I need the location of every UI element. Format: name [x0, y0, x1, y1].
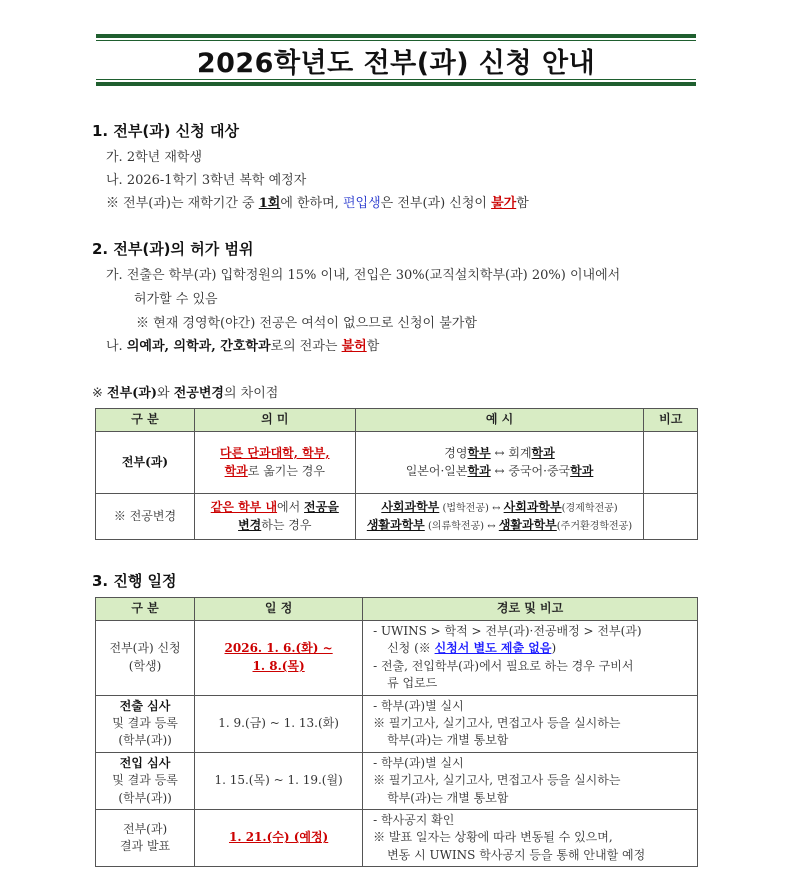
date-line: 1. 8.(목)	[252, 658, 305, 673]
section3-heading: 3. 진행 일정	[92, 572, 177, 590]
row-label: 전부(과)	[96, 432, 195, 494]
ex-text: 경영	[444, 446, 468, 461]
note-text: ※ 전부(과)는 재학기간 중	[106, 196, 259, 211]
date-line: 1. 21.(수) (예정)	[228, 830, 329, 845]
ex-small: (의류학전공) ↔	[424, 520, 499, 532]
ex-bold: 학과	[531, 446, 555, 461]
row-meaning	[194, 432, 355, 494]
row-label	[96, 695, 195, 752]
note-transfer-student: 편입생	[342, 196, 381, 211]
meaning-bold: 변경	[238, 517, 262, 532]
row-date: 1. 9.(금) ~ 1. 13.(화)	[195, 695, 363, 752]
note-line: 학부(과)는 개별 통보함	[387, 790, 509, 805]
table-row	[96, 621, 698, 696]
label-line: 전부(과)	[123, 821, 168, 836]
row-date	[195, 809, 363, 866]
table-header-row	[96, 409, 698, 432]
table-row	[96, 695, 698, 752]
ex-text: ↔ 중국어·중국	[490, 463, 571, 478]
row-example	[355, 494, 644, 540]
table-header-row	[96, 598, 698, 621]
section1-heading: 1. 전부(과) 신청 대상	[92, 122, 239, 140]
meaning-rest: 로 옮기는 경우	[247, 463, 325, 478]
section2-item-na	[106, 335, 379, 354]
label-line: 전입 심사	[119, 755, 171, 770]
caption-rest: 의 차이점	[223, 386, 279, 401]
note-line	[373, 640, 693, 657]
note-line: - UWINS > 학적 > 전부(과)·전공배정 > 전부(과)	[373, 624, 642, 638]
note-part: )	[551, 641, 557, 656]
table-row	[96, 432, 698, 494]
ex-text: 일본어·일본	[405, 463, 468, 478]
meaning-bold: 전공을	[304, 500, 339, 515]
ex-bold: 사회과학부	[381, 500, 440, 514]
row-note	[363, 752, 698, 809]
note-line: ※ 필기고사, 실기고사, 면접고사 등을 실시하는	[373, 715, 621, 730]
item-na-suffix: 함	[366, 339, 380, 354]
note-line: - 학사공지 확인	[373, 812, 455, 827]
item-na-majors: 의예과, 의학과, 간호학과	[126, 339, 271, 354]
note-text: 함	[516, 196, 529, 211]
table-row	[96, 809, 698, 866]
col-header: 의 미	[194, 409, 355, 432]
row-date	[195, 621, 363, 696]
table-row	[96, 752, 698, 809]
section2-heading: 2. 전부(과)의 허가 범위	[92, 240, 254, 258]
note-line: - 학부(과)별 실시	[373, 755, 464, 770]
title-banner	[96, 34, 696, 86]
col-header: 예 시	[355, 409, 644, 432]
date-line: 2026. 1. 6.(화) ~	[224, 641, 333, 656]
ex-small: (법학전공) ↔	[439, 503, 504, 514]
ex-text: ↔ 회계	[490, 446, 532, 461]
note-line: 변동 시 UWINS 학사공지 등을 통해 안내할 예정	[387, 847, 646, 862]
section1-item-ga: 가. 2학년 재학생	[106, 150, 203, 165]
section1-note	[106, 192, 529, 211]
meaning-mid: 에서	[277, 500, 305, 515]
diff-caption	[92, 382, 278, 401]
label-line: 전부(과) 신청	[109, 641, 181, 656]
note-no-form: 신청서 별도 제출 없음	[434, 641, 552, 656]
note-line: - 전출, 전입학부(과)에서 필요로 하는 경우 구비서	[373, 658, 634, 673]
ex-bold: 학부	[467, 446, 491, 461]
row-label: ※ 전공변경	[96, 494, 195, 540]
note-line: - 학부(과)별 실시	[373, 698, 464, 713]
label-line: (학부(과))	[118, 790, 172, 805]
note-text: 에 한하며,	[280, 196, 343, 211]
note-line: ※ 필기고사, 실기고사, 면접고사 등을 실시하는	[373, 773, 621, 788]
note-line: 학부(과)는 개별 통보함	[387, 733, 509, 748]
row-example	[355, 432, 644, 494]
schedule-table	[95, 597, 698, 867]
row-date: 1. 15.(목) ~ 1. 19.(월)	[195, 752, 363, 809]
meaning-red: 다른 단과대학, 학부,	[220, 446, 330, 461]
item-na-forbidden: 불허	[341, 339, 367, 354]
label-line: 및 결과 등록	[112, 773, 178, 788]
ex-bold: 생활과학부	[498, 517, 557, 532]
note-part: 신청 (※	[387, 641, 435, 656]
col-header: 구 분	[96, 598, 195, 621]
caption-and: 와	[157, 386, 174, 401]
row-note	[363, 695, 698, 752]
note-once: 1회	[258, 196, 281, 211]
row-label	[96, 752, 195, 809]
ex-bold: 생활과학부	[366, 517, 425, 532]
label-line: (학생)	[128, 658, 162, 673]
difference-table	[95, 408, 698, 540]
note-line: 류 업로드	[387, 676, 438, 691]
ex-small: (경제학전공)	[561, 503, 618, 514]
label-line: 전출 심사	[119, 698, 171, 713]
row-label	[96, 809, 195, 866]
col-header: 경로 및 비고	[363, 598, 698, 621]
row-meaning	[194, 494, 355, 540]
section2-item-ga-line1: 가. 전출은 학부(과) 입학정원의 15% 이내, 전입은 30%(교직설치학부(과) 20%) 이내에서	[106, 268, 621, 283]
label-line: (학부(과))	[118, 733, 172, 748]
label-line: 및 결과 등록	[112, 715, 178, 730]
note-not-allowed: 불가	[491, 196, 517, 211]
row-note	[363, 621, 698, 696]
row-label	[96, 621, 195, 696]
ex-small: (주거환경학전공)	[556, 520, 633, 532]
ex-bold: 학과	[467, 463, 491, 478]
row-remark	[644, 494, 698, 540]
ex-bold: 사회과학부	[503, 500, 562, 514]
row-note	[363, 809, 698, 866]
note-text: 은 전부(과) 신청이	[380, 196, 492, 211]
section1-item-na: 나. 2026-1학기 3학년 복학 예정자	[106, 173, 307, 188]
col-header: 구 분	[96, 409, 195, 432]
caption-mark: ※	[92, 386, 108, 401]
item-na-prefix: 나.	[106, 339, 127, 354]
label-line: 결과 발표	[119, 838, 171, 853]
item-na-text: 로의 전과는	[270, 339, 342, 354]
section2-item-ga-note: ※ 현재 경영학(야간) 전공은 여석이 없으므로 신청이 불가함	[136, 316, 477, 331]
meaning-red: 학과	[224, 463, 248, 478]
note-line: ※ 발표 일자는 상황에 따라 변동될 수 있으며,	[373, 830, 613, 845]
col-header: 비고	[644, 409, 698, 432]
meaning-red: 같은 학부 내	[210, 500, 278, 515]
section2-item-ga-line2: 허가할 수 있음	[134, 292, 218, 307]
ex-bold: 학과	[570, 463, 594, 478]
caption-transfer: 전부(과)	[107, 386, 158, 401]
table-row	[96, 494, 698, 540]
caption-major-change: 전공변경	[173, 386, 224, 401]
page-title: 2026학년도 전부(과) 신청 안내	[196, 47, 596, 79]
row-remark	[644, 432, 698, 494]
meaning-rest: 하는 경우	[261, 517, 312, 532]
col-header: 일 정	[195, 598, 363, 621]
